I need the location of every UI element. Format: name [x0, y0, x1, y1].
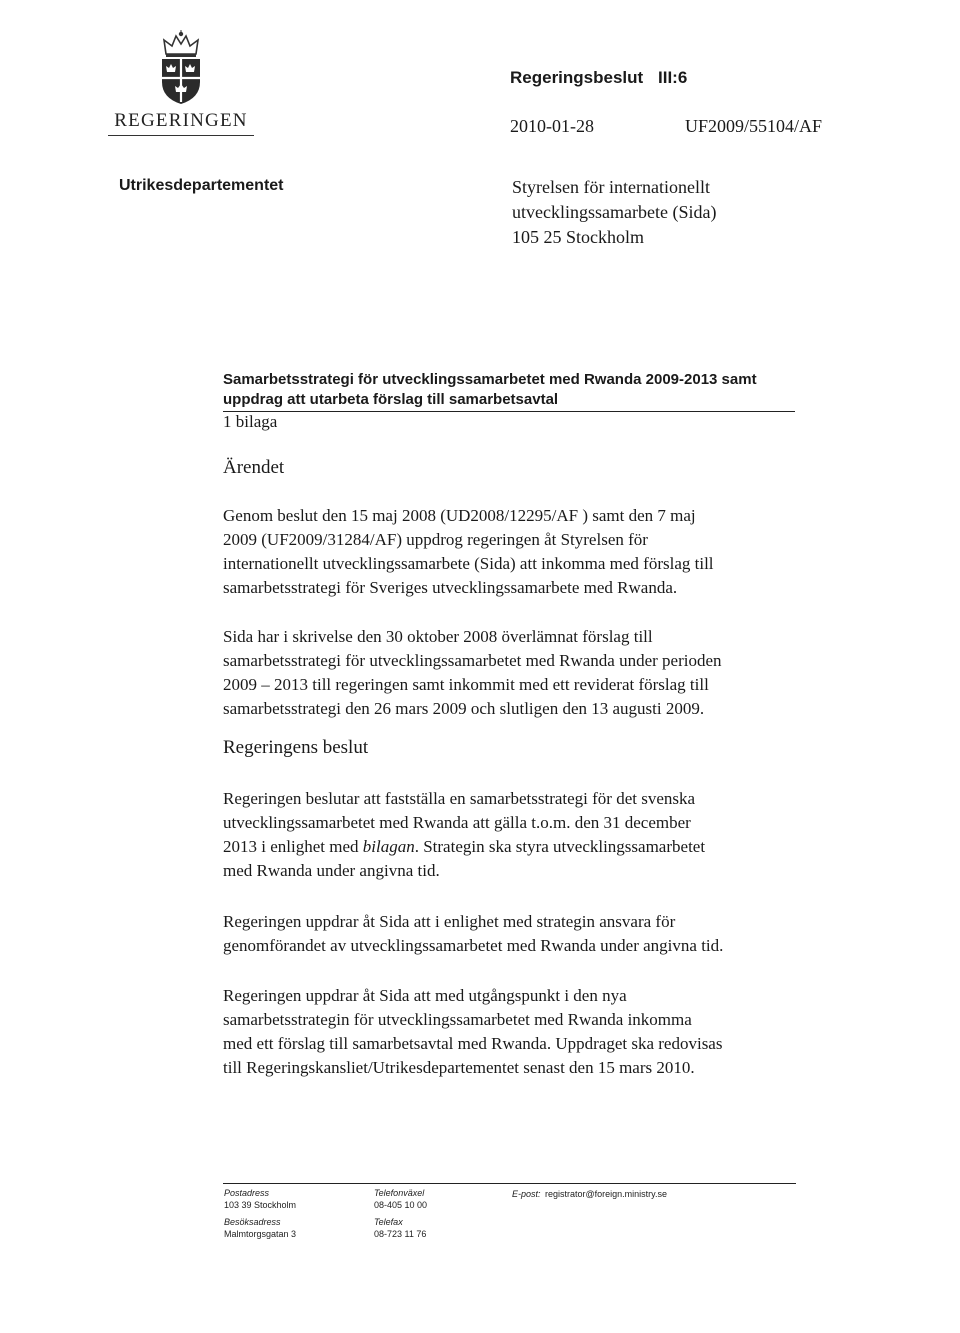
footer-phone — [374, 1187, 427, 1211]
footer-value: 103 39 Stockholm — [224, 1200, 297, 1210]
logo-underline — [108, 135, 254, 136]
footer-label: Postadress — [224, 1188, 270, 1198]
footer-email-value: registrator@foreign.ministry.se — [544, 1189, 667, 1199]
footer-value: Malmtorgsgatan 3 — [224, 1229, 297, 1239]
paragraph-line: Regeringen uppdrar åt Sida att med utgångspunkt i den nya — [223, 986, 627, 1005]
footer-fax — [374, 1216, 426, 1240]
decision-number: III:6 — [658, 68, 688, 87]
decision-label: Regeringsbeslut — [510, 68, 644, 87]
section-heading-decision: Regeringens beslut — [223, 737, 369, 758]
footer-divider — [223, 1183, 796, 1184]
paragraph-line: samarbetsstrategi den 26 mars 2009 och slutligen den 13 augusti 2009. — [223, 699, 705, 718]
subject-divider — [223, 411, 795, 412]
paragraph-line: Sida har i skrivelse den 30 oktober 2008 överlämnat förslag till — [223, 627, 653, 646]
text-run: 2013 i enlighet med — [223, 837, 363, 856]
section-heading-matter: Ärendet — [223, 457, 285, 478]
paragraph-line: utvecklingssamarbetet med Rwanda att gälla t.o.m. den 31 december — [223, 813, 691, 832]
paragraph — [223, 625, 823, 721]
paragraph-line: med Rwanda under angivna tid. — [223, 861, 440, 880]
footer-label: Telefax — [374, 1217, 403, 1227]
footer-label: Besöksadress — [224, 1217, 281, 1227]
recipient-line: utvecklingssamarbete (Sida) — [512, 202, 717, 222]
footer-label: E-post: — [512, 1189, 541, 1199]
paragraph-line: till Regeringskansliet/Utrikesdepartementet senast den 15 mars 2010. — [223, 1058, 695, 1077]
recipient-line: 105 25 Stockholm — [512, 227, 645, 247]
paragraph-line — [223, 835, 823, 859]
paragraph-line: Genom beslut den 15 maj 2008 (UD2008/12295/AF ) samt den 7 maj — [223, 506, 696, 525]
footer-postal-address — [224, 1187, 296, 1211]
paragraph-line: 2009 (UF2009/31284/AF) uppdrog regeringen åt Styrelsen för — [223, 530, 648, 549]
paragraph-line: samarbetsstrategi för Sveriges utvecklingssamarbete med Rwanda. — [223, 578, 678, 597]
subject-line: Samarbetsstrategi för utvecklingssamarbetet med Rwanda 2009-2013 samt — [223, 371, 757, 388]
recipient-address — [512, 175, 716, 250]
paragraph-line: Regeringen beslutar att fastställa en samarbetsstrategi för det svenska — [223, 789, 696, 808]
text-run: . Strategin ska styra utvecklingssamarbetet — [414, 837, 706, 856]
reference-number: UF2009/55104/AF — [685, 116, 823, 136]
footer-visiting-address — [224, 1216, 296, 1240]
paragraph — [223, 984, 823, 1080]
footer-value: 08-405 10 00 — [374, 1200, 428, 1210]
attachment-note: 1 bilaga — [223, 412, 278, 431]
footer-email — [512, 1187, 667, 1200]
footer-value: 08-723 11 76 — [374, 1229, 427, 1239]
paragraph-line: internationellt utvecklingssamarbete (Sida) att inkomma med förslag till — [223, 554, 714, 573]
paragraph — [223, 910, 823, 958]
paragraph-line: 2009 – 2013 till regeringen samt inkommit med ett reviderat förslag till — [223, 675, 709, 694]
attachment-reference: bilagan — [362, 837, 415, 856]
recipient-line: Styrelsen för internationellt — [512, 177, 710, 197]
paragraph-line: samarbetsstrategi för utvecklingssamarbetet med Rwanda under perioden — [223, 651, 722, 670]
footer-label: Telefonväxel — [374, 1188, 425, 1198]
subject-line: uppdrag att utarbeta förslag till samarbetsavtal — [223, 391, 559, 408]
swedish-coat-of-arms-icon — [158, 30, 204, 106]
logo-wordmark: REGERINGEN — [114, 110, 248, 131]
decision-date: 2010-01-28 — [510, 116, 594, 136]
paragraph-line: genomförandet av utvecklingssamarbetet med Rwanda under angivna tid. — [223, 936, 724, 955]
paragraph-line: samarbetsstrategin för utvecklingssamarbetet med Rwanda inkomma — [223, 1010, 692, 1029]
subject-title — [223, 370, 793, 410]
paragraph-line: med ett förslag till samarbetsavtal med Rwanda. Uppdraget ska redovisas — [223, 1034, 723, 1053]
government-logo — [108, 30, 254, 140]
paragraph — [223, 787, 823, 883]
paragraph — [223, 504, 823, 600]
department-name: Utrikesdepartementet — [119, 177, 284, 194]
paragraph-line: Regeringen uppdrar åt Sida att i enlighet med strategin ansvara för — [223, 912, 676, 931]
